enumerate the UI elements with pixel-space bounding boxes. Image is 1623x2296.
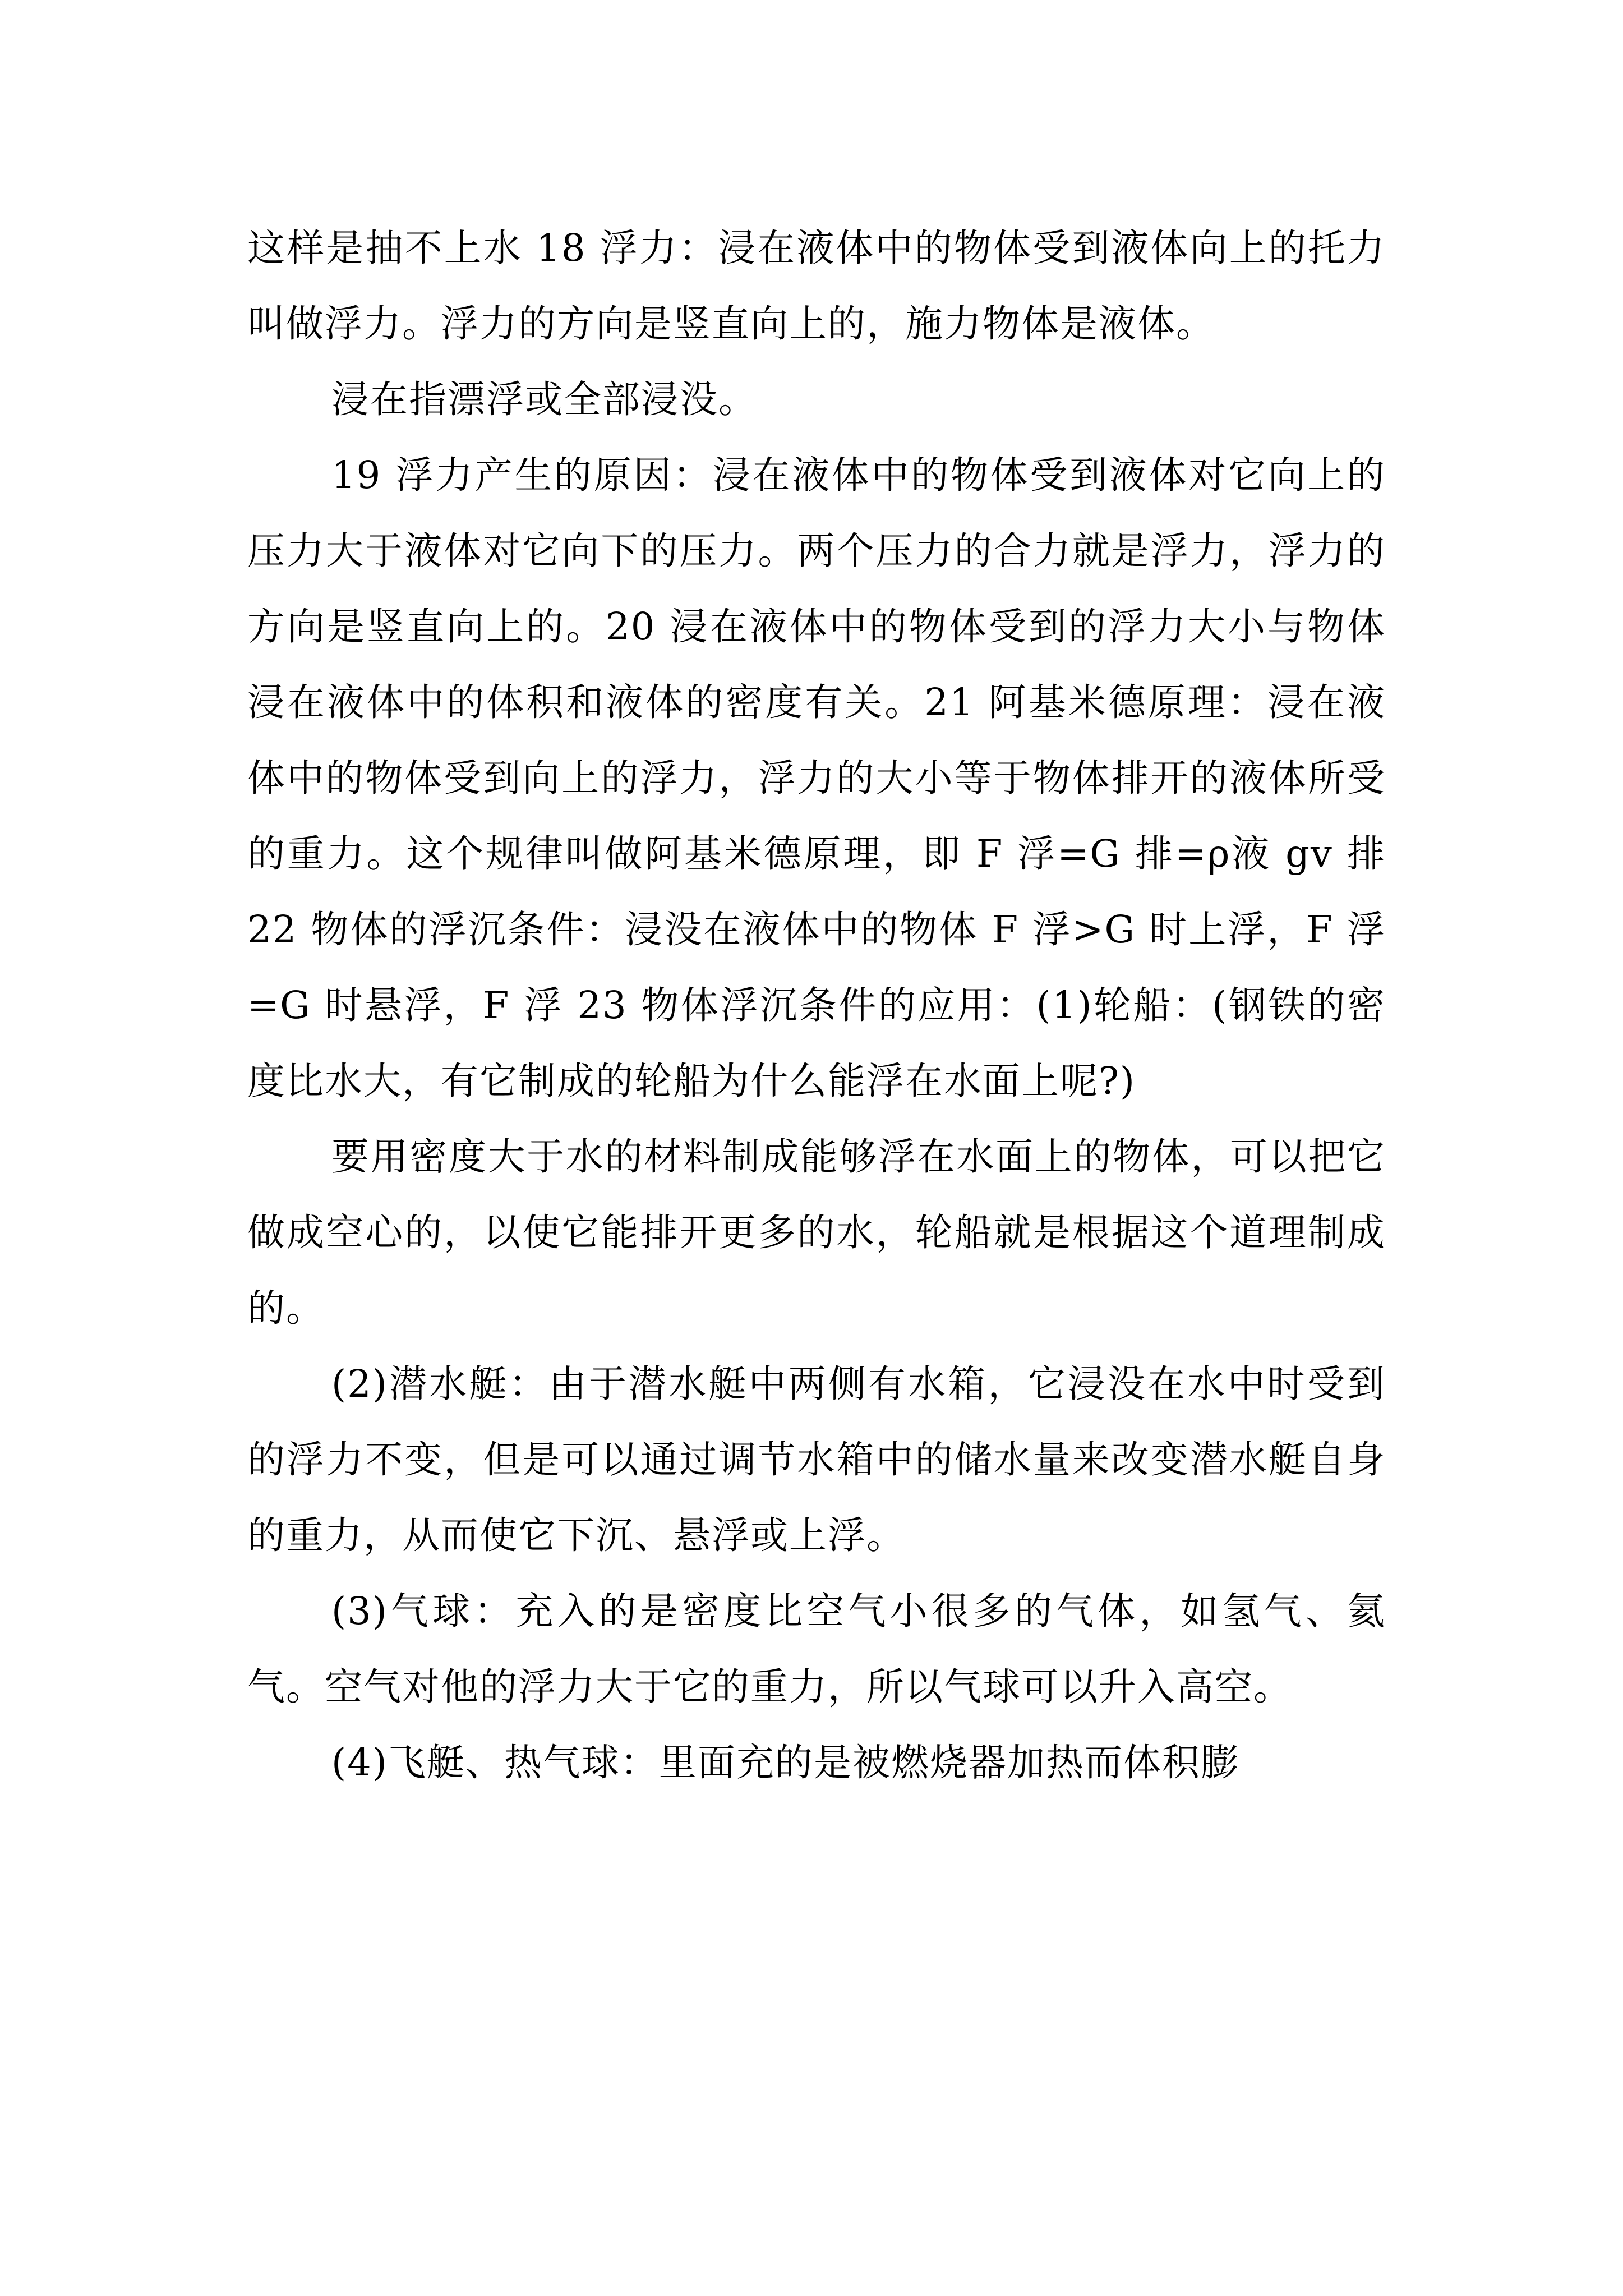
- paragraph-archimedes-principle: 19 浮力产生的原因：浸在液体中的物体受到液体对它向上的压力大于液体对它向下的压力。两个压力的合力就是浮力，浮力的方向是竖直向上的。20 浸在液体中的物体受到的浮力大小与物体浸在液体中的体积和液体的密度有关。21 阿基米德原理：浸在液体中的物体受到向上的浮力，浮力的大小等于物体排开的液体所受的重力。这个规律叫做阿基米德原理，即 F 浮=G 排=ρ液 gv 排 22 物体的浮沉条件：浸没在液体中的物体 F 浮>G 时上浮，F 浮=G 时悬浮，F 浮 23 物体浮沉条件的应用：(1)轮船：(钢铁的密度比水大，有它制成的轮船为什么能浮在水面上呢?): [247, 453, 1386, 1103]
- paragraph-submarine: (2)潜水艇：由于潜水艇中两侧有水箱，它浸没在水中时受到的浮力不变，但是可以通过调节水箱中的储水量来改变潜水艇自身的重力，从而使它下沉、悬浮或上浮。: [247, 1362, 1386, 1557]
- document-body: [247, 210, 1386, 1801]
- paragraph-buoyancy-definition: 这样是抽不上水 18 浮力：浸在液体中的物体受到液体向上的托力叫做浮力。浮力的方向是竖直向上的，施力物体是液体。: [247, 226, 1386, 346]
- paragraph-immersion-note: 浸在指漂浮或全部浸没。: [331, 378, 757, 421]
- paragraph-balloon: (3)气球：充入的是密度比空气小很多的气体，如氢气、氦气。空气对他的浮力大于它的重力，所以气球可以升入高空。: [247, 1589, 1386, 1709]
- paragraph-airship-hot-air-balloon: (4)飞艇、热气球：里面充的是被燃烧器加热而体积膨: [331, 1741, 1239, 1784]
- paragraph-hollow-ship: 要用密度大于水的材料制成能够浮在水面上的物体，可以把它做成空心的，以使它能排开更多的水，轮船就是根据这个道理制成的。: [247, 1135, 1386, 1330]
